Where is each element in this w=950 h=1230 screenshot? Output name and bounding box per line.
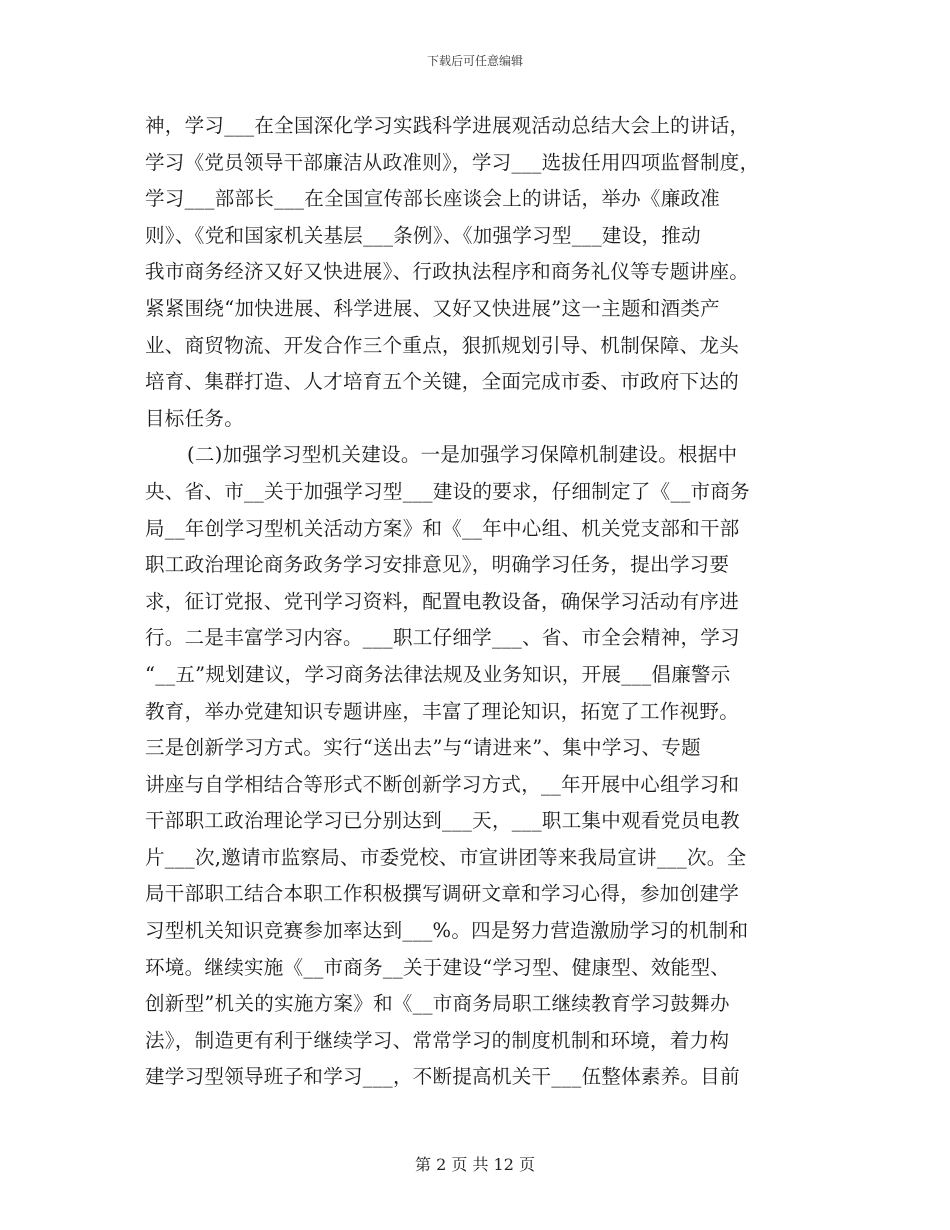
paragraph-line: 局__年创学习型机关活动方案》和《__年中心组、机关党支部和干部 bbox=[145, 516, 740, 540]
page-header: 下载后可任意编辑 bbox=[426, 54, 523, 68]
paragraph-line: 我市商务经济又好又快进展》、行政执法程序和商务礼仪等专题讲座。 bbox=[145, 260, 750, 284]
paragraph-line: 创新型”机关的实施方案》和《__市商务局职工继续教育学习鼓舞办 bbox=[145, 992, 730, 1016]
paragraph-line: 则》、《党和国家机关基层___条例》、《加强学习型___建设，推动 bbox=[145, 223, 701, 247]
paragraph-line: 央、省、市__关于加强学习型___建设的要求，仔细制定了《__市商务 bbox=[145, 479, 750, 503]
paragraph-line: 环境。继续实施《__市商务__关于建设“学习型、健康型、效能型、 bbox=[145, 955, 731, 979]
paragraph-line: 业、商贸物流、开发合作三个重点，狠抓规划引导、机制保障、龙头 bbox=[145, 333, 740, 357]
page-number: 第 2 页 共 12 页 bbox=[415, 1155, 535, 1174]
paragraph-line: 法》，制造更有利于继续学习、常常学习的制度机制和环境，着力构 bbox=[145, 1028, 730, 1052]
paragraph-line: 习型机关知识竞赛参加率达到___%。四是努力营造激励学习的机制和 bbox=[145, 919, 749, 943]
paragraph-line: 建学习型领导班子和学习___，不断提高机关干___伍整体素养。目前 bbox=[145, 1065, 740, 1089]
document-body bbox=[145, 108, 810, 1096]
paragraph-line: 培育、集群打造、人才培育五个关键，全面完成市委、市政府下达的 bbox=[145, 370, 740, 394]
paragraph-line: 神，学习___在全国深化学习实践科学进展观活动总结大会上的讲话， bbox=[145, 114, 750, 137]
paragraph-line: 干部职工政治理论学习已分别达到___天，___职工集中观看党员电教 bbox=[145, 809, 740, 833]
paragraph-line: 讲座与自学相结合等形式不断创新学习方式，__年开展中心组学习和 bbox=[145, 772, 740, 796]
paragraph-line: 求，征订党报、党刊学习资料，配置电教设备，确保学习活动有序进 bbox=[145, 589, 740, 613]
paragraph-line: 教育，举办党建知识专题讲座，丰富了理论知识，拓宽了工作视野。 bbox=[145, 699, 740, 723]
paragraph-line: 三是创新学习方式。实行“送出去”与“请进来”、集中学习、专题 bbox=[145, 736, 701, 760]
paragraph-line: 学习___部部长___在全国宣传部长座谈会上的讲话，举办《廉政准 bbox=[145, 187, 721, 211]
paragraph-line: 学习《党员领导干部廉洁从政准则》，学习___选拔任用四项监督制度， bbox=[145, 150, 760, 174]
paragraph-line: 职工政治理论商务政务学习安排意见》，明确学习任务，提出学习要 bbox=[145, 553, 730, 577]
paragraph-line: “__五”规划建议，学习商务法律法规及业务知识，开展___倡廉警示 bbox=[145, 662, 731, 686]
paragraph-line: 局干部职工结合本职工作积极撰写调研文章和学习心得，参加创建学 bbox=[145, 882, 740, 906]
paragraph-line: 行。二是丰富学习内容。___职工仔细学___、省、市全会精神，学习 bbox=[145, 626, 740, 650]
paragraph-start-line: (二)加强学习型机关建设。一是加强学习保障机制建设。根据中 bbox=[187, 443, 738, 467]
paragraph-line: 紧紧围绕“加快进展、科学进展、又好又快进展”这一主题和酒类产 bbox=[145, 296, 720, 320]
paragraph-line: 目标任务。 bbox=[145, 406, 245, 430]
paragraph-line: 片___次,邀请市监察局、市委党校、市宣讲团等来我局宣讲___次。全 bbox=[145, 845, 747, 869]
